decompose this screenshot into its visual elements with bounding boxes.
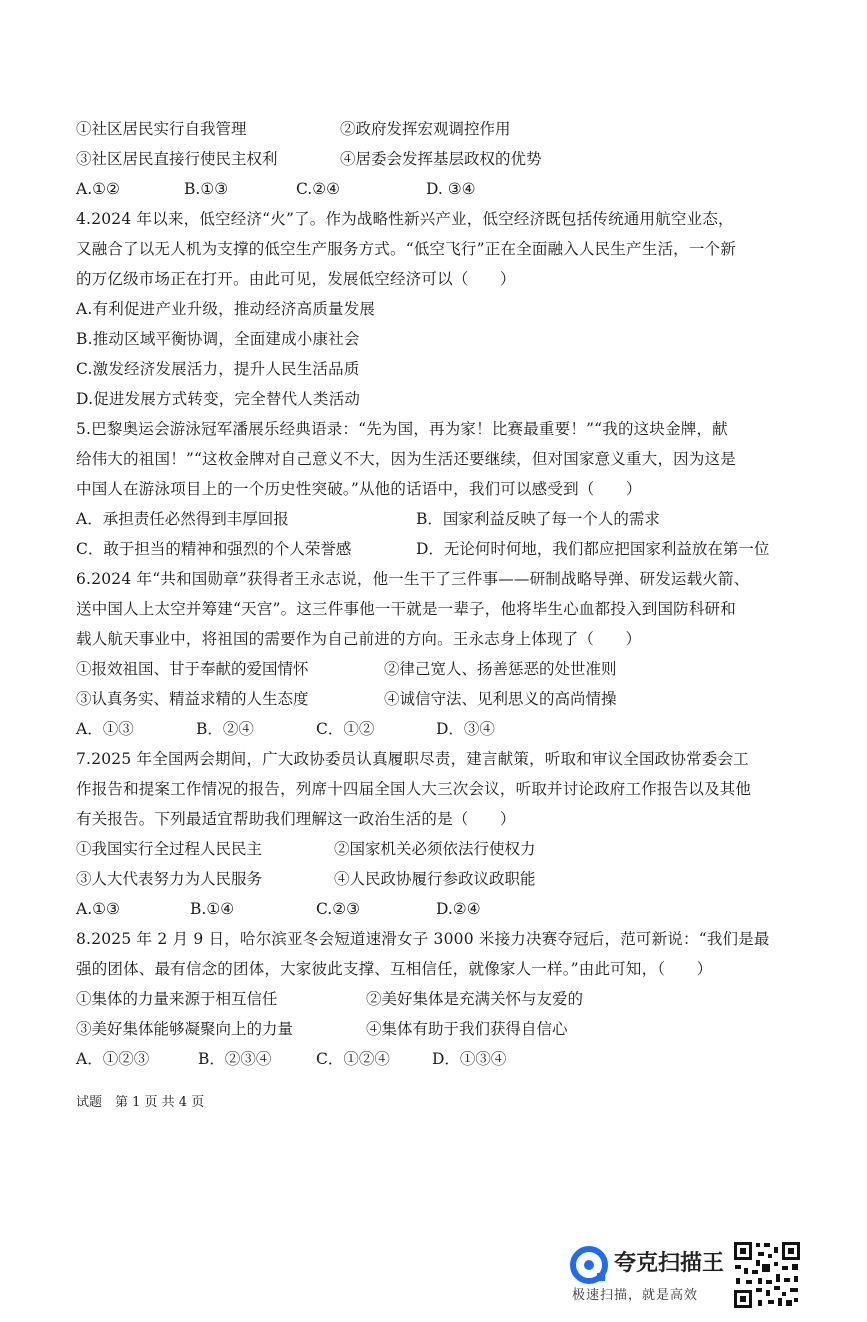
- q3-option-4: ④居委会发挥基层政权的优势: [340, 150, 542, 168]
- q5-option-a: A．承担责任必然得到丰厚回报: [76, 510, 289, 528]
- q4-stem-line-2: 又融合了以无人机为支撑的低空生产服务方式。“低空飞行”正在全面融入人民生产生活，一个新: [76, 240, 736, 258]
- q6-stem-line-3: 载人航天事业中，将祖国的需要作为自己前进的方向。王永志身上体现了（ ）: [76, 630, 642, 648]
- q8-option-3: ③美好集体能够凝聚向上的力量: [76, 1020, 294, 1038]
- q6-stem-line-2: 送中国人上太空并筹建“天宫”。这三件事他一干就是一辈子，他将毕生心血都投入到国防科研和: [76, 600, 736, 618]
- q6-choice-a: A．①③: [76, 720, 134, 738]
- brand-slogan: 极速扫描，就是高效: [572, 1288, 699, 1303]
- q5-stem-line-3: 中国人在游泳项目上的一个历史性突破。”从他的话语中，我们可以感受到（ ）: [76, 480, 642, 498]
- q8-choice-a: A．①②③: [76, 1050, 150, 1068]
- q3-choice-d: D. ③④: [426, 180, 476, 198]
- q6-option-1: ①报效祖国、甘于奉献的爱国情怀: [76, 660, 309, 678]
- q7-stem-line-1: 7.2025 年全国两会期间，广大政协委员认真履职尽责，建言献策，听取和审议全国政协常委会工: [76, 750, 749, 768]
- q6-stem-line-1: 6.2024 年“共和国勋章”获得者王永志说，他一生干了三件事——研制战略导弹、研发运载火箭、: [76, 570, 750, 588]
- q5-option-d: D．无论何时何地，我们都应把国家利益放在第一位: [416, 540, 770, 558]
- q3-choice-b: B.①③: [184, 180, 229, 198]
- q3-option-1: ①社区居民实行自我管理: [76, 120, 247, 138]
- q8-choice-b: B．②③④: [198, 1050, 272, 1068]
- q7-option-1: ①我国实行全过程人民民主: [76, 840, 263, 858]
- q4-option-b: B.推动区域平衡协调，全面建成小康社会: [76, 330, 360, 348]
- q8-option-1: ①集体的力量来源于相互信任: [76, 990, 278, 1008]
- q7-choice-d: D.②④: [436, 900, 481, 918]
- q7-option-2: ②国家机关必须依法行使权力: [334, 840, 536, 858]
- q3-choice-a: A.①②: [76, 180, 120, 198]
- brand-name: 夸克扫描王: [614, 1251, 725, 1276]
- q3-choice-c: C.②④: [296, 180, 341, 198]
- q7-choice-c: C.②③: [316, 900, 361, 918]
- q8-stem-line-1: 8.2025 年 2 月 9 日，哈尔滨亚冬会短道速滑女子 3000 米接力决赛夺冠后，范可新说：“我们是最: [76, 930, 770, 948]
- q8-choice-d: D．①③④: [432, 1050, 507, 1068]
- q7-option-4: ④人民政协履行参政议政职能: [334, 870, 536, 888]
- q5-option-b: B．国家利益反映了每一个人的需求: [416, 510, 660, 528]
- q7-option-3: ③人大代表努力为人民服务: [76, 870, 263, 888]
- q8-option-4: ④集体有助于我们获得自信心: [366, 1020, 568, 1038]
- q6-option-3: ③认真务实、精益求精的人生态度: [76, 690, 309, 708]
- q7-choice-a: A.①③: [76, 900, 120, 918]
- quark-logo-icon: [570, 1246, 608, 1284]
- q5-option-c: C．敢于担当的精神和强烈的个人荣誉感: [76, 540, 352, 558]
- q3-option-3: ③社区居民直接行使民主权利: [76, 150, 278, 168]
- q4-option-d: D.促进发展方式转变，完全替代人类活动: [76, 390, 361, 408]
- q4-option-c: C.激发经济发展活力，提升人民生活品质: [76, 360, 360, 378]
- q4-option-a: A.有利促进产业升级，推动经济高质量发展: [76, 300, 376, 318]
- q6-choice-b: B．②④: [196, 720, 254, 738]
- q7-stem-line-2: 作报告和提案工作情况的报告，列席十四届全国人大三次会议，听取并讨论政府工作报告以及其他: [76, 780, 752, 798]
- qr-code-icon: [732, 1240, 802, 1310]
- page-footer: 试题 第 1 页 共 4 页: [76, 1095, 205, 1110]
- q6-option-2: ②律己宽人、扬善惩恶的处世准则: [384, 660, 617, 678]
- q6-choice-d: D．③④: [436, 720, 495, 738]
- q6-option-4: ④诚信守法、见利思义的高尚情操: [384, 690, 617, 708]
- q8-option-2: ②美好集体是充满关怀与友爱的: [366, 990, 584, 1008]
- q4-stem-line-1: 4.2024 年以来，低空经济“火”了。作为战略性新兴产业，低空经济既包括传统通用航空业态，: [76, 210, 734, 228]
- q5-stem-line-2: 给伟大的祖国！”“这枚金牌对自己意义不大，因为生活还要继续，但对国家意义重大，因为这是: [76, 450, 736, 468]
- q7-choice-b: B.①④: [190, 900, 235, 918]
- q8-stem-line-2: 强的团体、最有信念的团体，大家彼此支撑、互相信任，就像家人一样。”由此可知，（ ）: [76, 960, 713, 978]
- q5-stem-line-1: 5.巴黎奥运会游泳冠军潘展乐经典语录：“先为国，再为家！比赛最重要！”“我的这块金牌，献: [76, 420, 728, 438]
- q3-option-2: ②政府发挥宏观调控作用: [340, 120, 511, 138]
- q6-choice-c: C．①②: [316, 720, 375, 738]
- q7-stem-line-3: 有关报告。下列最适宜帮助我们理解这一政治生活的是（ ）: [76, 810, 516, 828]
- q4-stem-line-3: 的万亿级市场正在打开。由此可见，发展低空经济可以（ ）: [76, 270, 516, 288]
- q8-choice-c: C．①②④: [316, 1050, 390, 1068]
